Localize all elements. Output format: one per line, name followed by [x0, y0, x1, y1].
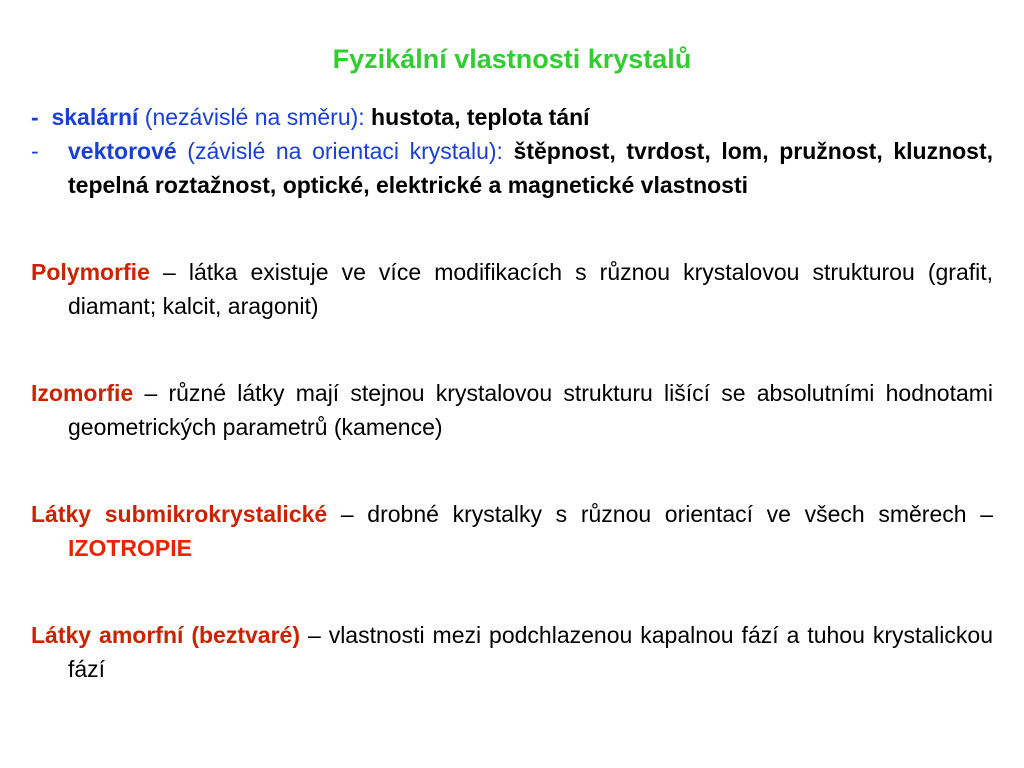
slide-content — [31, 100, 993, 686]
term-vector: vektorové — [68, 138, 177, 164]
term-submikro: Látky submikrokrystalické — [31, 501, 328, 527]
submikro-text: – drobné krystalky s různou orientací ve všech směrech – — [340, 501, 993, 527]
polymorfie-text: – látka existuje ve více modifikacích s různou krystalovou strukturou (grafit, diamant; kalcit, aragonit) — [68, 259, 994, 319]
vector-examples: štěpnost, tvrdost, lom, pružnost, kluznost, tepelná roztažnost, optické, elektrické a magnetické vlastnosti — [68, 138, 994, 198]
paragraph-submikro — [31, 497, 993, 565]
scalar-examples: hustota, teplota tání — [371, 104, 590, 130]
paragraph-polymorfie — [31, 255, 993, 323]
term-scalar: skalární — [51, 104, 139, 130]
izotropie-highlight: IZOTROPIE — [68, 535, 192, 561]
scalar-description: (nezávislé na směru): — [144, 104, 365, 130]
izomorfie-text: – různé látky mají stejnou krystalovou strukturu lišící se absolutními hodnotami geometrických parametrů (kamence) — [68, 380, 994, 440]
list-item-scalar — [31, 100, 993, 134]
paragraph-amorfni — [31, 618, 993, 686]
term-amorfni: Látky amorfní (beztvaré) — [31, 622, 300, 648]
term-izomorfie: Izomorfie — [31, 380, 134, 406]
term-polymorfie: Polymorfie — [31, 259, 150, 285]
vector-description: (závislé na orientaci krystalu): — [187, 138, 503, 164]
amorfni-text: – vlastnosti mezi podchlazenou kapalnou fází a tuhou krystalickou fází — [68, 622, 993, 682]
list-item-vector — [31, 134, 993, 202]
bullet-dash: - — [31, 104, 39, 130]
slide-title: Fyzikální vlastnosti krystalů — [332, 44, 692, 74]
bullet-dash: - — [31, 138, 39, 164]
paragraph-izomorfie — [31, 376, 993, 444]
